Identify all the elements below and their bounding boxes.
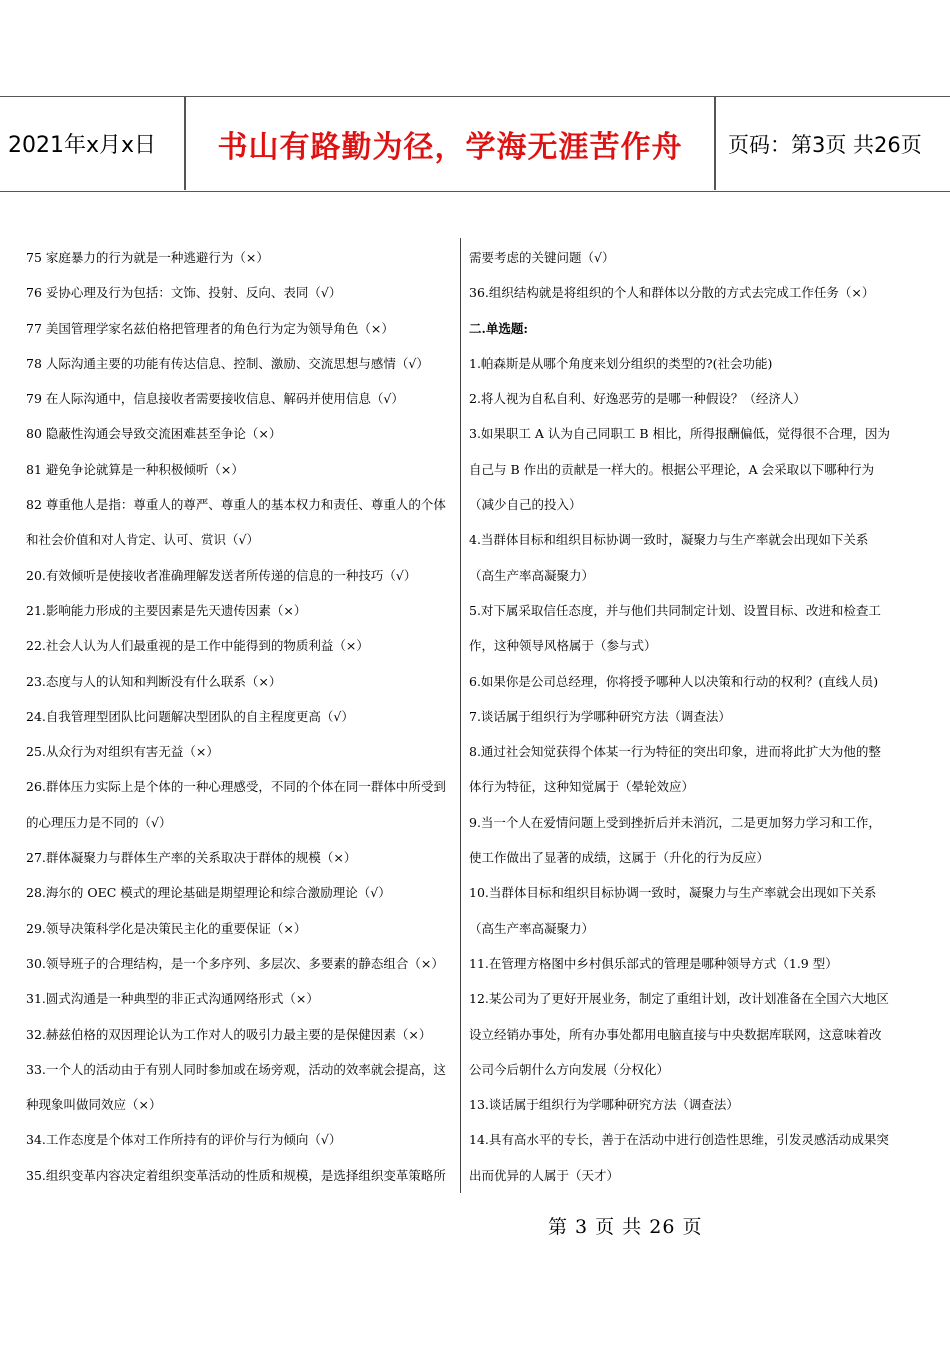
left-text-line: 的心理压力是不同的（√） bbox=[26, 814, 172, 830]
left-text-line: 81 避免争论就算是一种积极倾听（×） bbox=[26, 461, 244, 477]
header-page-label: 页码：第3页 共26页 bbox=[728, 132, 922, 157]
right-text-line: 公司今后朝什么方向发展（分权化） bbox=[469, 1061, 670, 1077]
right-text-line: 9.当一个人在爱情问题上受到挫折后并未消沉，二是更加努力学习和工作， bbox=[469, 814, 881, 830]
page-header bbox=[0, 96, 950, 192]
right-text-line: （高生产率高凝聚力） bbox=[469, 567, 595, 583]
left-text-line: 种现象叫做同效应（×） bbox=[26, 1097, 162, 1113]
left-text-line: 35.组织变革内容决定着组织变革活动的性质和规模，是选择组织变革策略所 bbox=[26, 1167, 446, 1183]
left-text-line: 和社会价值和对人肯定、认可、赏识（√） bbox=[26, 532, 259, 548]
right-text-line: 3.如果职工 A 认为自己同职工 B 相比，所得报酬偏低，觉得很不合理，因为 bbox=[469, 426, 891, 442]
right-text-line: 1.帕森斯是从哪个角度来划分组织的类型的?(社会功能) bbox=[469, 355, 773, 371]
header-date-text: 2021年x月x日 bbox=[7, 133, 156, 158]
page-footer: 第 3 页 共 26 页 bbox=[548, 1216, 703, 1238]
right-text-line: 7.谈话属于组织行为学哪种研究方法（调查法） bbox=[469, 708, 731, 724]
left-text-line: 78 人际沟通主要的功能有传达信息、控制、激励、交流思想与感情（√） bbox=[26, 355, 429, 371]
right-text-line: 13.谈话属于组织行为学哪种研究方法（调查法） bbox=[469, 1097, 739, 1113]
header-date bbox=[0, 97, 184, 190]
left-text-line: 33.一个人的活动由于有别人同时参加或在场旁观，活动的效率就会提高，这 bbox=[26, 1061, 446, 1077]
right-text-line: 6.如果你是公司总经理，你将授予哪种人以决策和行动的权利？(直线人员) bbox=[469, 673, 879, 689]
right-text-line: 8.通过社会知觉获得个体某一行为特征的突出印象，进而将此扩大为他的整 bbox=[469, 744, 881, 760]
right-text-line: 4.当群体目标和组织目标协调一致时，凝聚力与生产率就会出现如下关系 bbox=[469, 532, 869, 548]
right-text-line: 使工作做出了显著的成绩，这属于（升化的行为反应） bbox=[469, 850, 770, 866]
right-text-line: 作，这种领导风格属于（参与式） bbox=[469, 638, 657, 654]
column-divider bbox=[460, 238, 461, 1193]
right-text-line: 12.某公司为了更好开展业务，制定了重组计划，改计划准备在全国六大地区 bbox=[469, 991, 889, 1007]
right-text-line: 11.在管理方格图中乡村俱乐部式的管理是哪种领导方式（1.9 型） bbox=[469, 955, 838, 971]
right-column bbox=[469, 240, 897, 1193]
left-text-line: 20.有效倾听是使接收者准确理解发送者所传递的信息的一种技巧（√） bbox=[26, 567, 417, 583]
right-text-line: （高生产率高凝聚力） bbox=[469, 920, 595, 936]
left-text-line: 31.圆式沟通是一种典型的非正式沟通网络形式（×） bbox=[26, 991, 319, 1007]
header-motto: 书山有路勤为径，学海无涯苦作舟 bbox=[217, 129, 683, 165]
left-text-line: 32.赫兹伯格的双因理论认为工作对人的吸引力最主要的是保健因素（×） bbox=[26, 1026, 432, 1042]
left-text-line: 30.领导班子的合理结构，是一个多序列、多层次、多要素的静态组合（×） bbox=[26, 955, 444, 971]
right-text-line: 需要考虑的关键问题（√） bbox=[469, 250, 615, 265]
right-text-line: 自己与 B 作出的贡献是一样大的。根据公平理论，A 会采取以下哪种行为 bbox=[469, 461, 875, 477]
right-text-line: 5.对下属采取信任态度，并与他们共同制定计划、设置目标、改进和检查工 bbox=[469, 602, 881, 618]
right-text-line: 10.当群体目标和组织目标协调一致时，凝聚力与生产率就会出现如下关系 bbox=[469, 885, 877, 901]
right-text-line: 体行为特征，这种知觉属于（晕轮效应） bbox=[469, 779, 695, 795]
left-text-line: 76 妥协心理及行为包括：文饰、投射、反向、表同（√） bbox=[26, 285, 342, 301]
left-text-line: 82 尊重他人是指：尊重人的尊严、尊重人的基本权力和责任、尊重人的个体 bbox=[26, 497, 446, 513]
left-text-line: 21.影响能力形成的主要因素是先天遗传因素（×） bbox=[26, 602, 307, 618]
left-text-line: 23.态度与人的认知和判断没有什么联系（×） bbox=[26, 673, 282, 689]
left-text-line: 80 隐蔽性沟通会导致交流困难甚至争论（×） bbox=[26, 426, 282, 442]
left-text-line: 77 美国管理学家名兹伯格把管理者的角色行为定为领导角色（×） bbox=[26, 320, 394, 336]
left-text-line: 25.从众行为对组织有害无益（×） bbox=[26, 744, 219, 760]
right-text-line: 出而优异的人属于（天才） bbox=[469, 1167, 620, 1183]
right-text-line: 设立经销办事处，所有办事处都用电脑直接与中央数据库联网，这意味着改 bbox=[469, 1026, 882, 1042]
left-text-line: 29.领导决策科学化是决策民主化的重要保证（×） bbox=[26, 920, 307, 936]
right-text-line: 14.具有高水平的专长，善于在活动中进行创造性思维，引发灵感活动成果突 bbox=[469, 1132, 889, 1148]
left-text-line: 26.群体压力实际上是个体的一种心理感受，不同的个体在同一群体中所受到 bbox=[26, 779, 446, 795]
right-text-line: 二.单选题: bbox=[469, 320, 528, 336]
right-text-line: （减少自己的投入） bbox=[469, 497, 582, 513]
right-text-line: 2.将人视为自私自利、好逸恶劳的是哪一种假设？（经济人） bbox=[469, 391, 806, 407]
left-text-line: 28.海尔的 OEC 模式的理论基础是期望理论和综合激励理论（√） bbox=[26, 885, 391, 901]
left-text-line: 22.社会人认为人们最重视的是工作中能得到的物质利益（×） bbox=[26, 638, 369, 654]
left-text-line: 75 家庭暴力的行为就是一种逃避行为（×） bbox=[26, 250, 269, 265]
left-text-line: 34.工作态度是个体对工作所持有的评价与行为倾向（√） bbox=[26, 1132, 342, 1148]
left-text-line: 79 在人际沟通中，信息接收者需要接收信息、解码并使用信息（√） bbox=[26, 391, 404, 407]
left-column bbox=[26, 240, 454, 1193]
right-text-line: 36.组织结构就是将组织的个人和群体以分散的方式去完成工作任务（×） bbox=[469, 285, 875, 301]
left-text-line: 27.群体凝聚力与群体生产率的关系取决于群体的规模（×） bbox=[26, 850, 357, 866]
left-text-line: 24.自我管理型团队比问题解决型团队的自主程度更高（√） bbox=[26, 708, 354, 724]
